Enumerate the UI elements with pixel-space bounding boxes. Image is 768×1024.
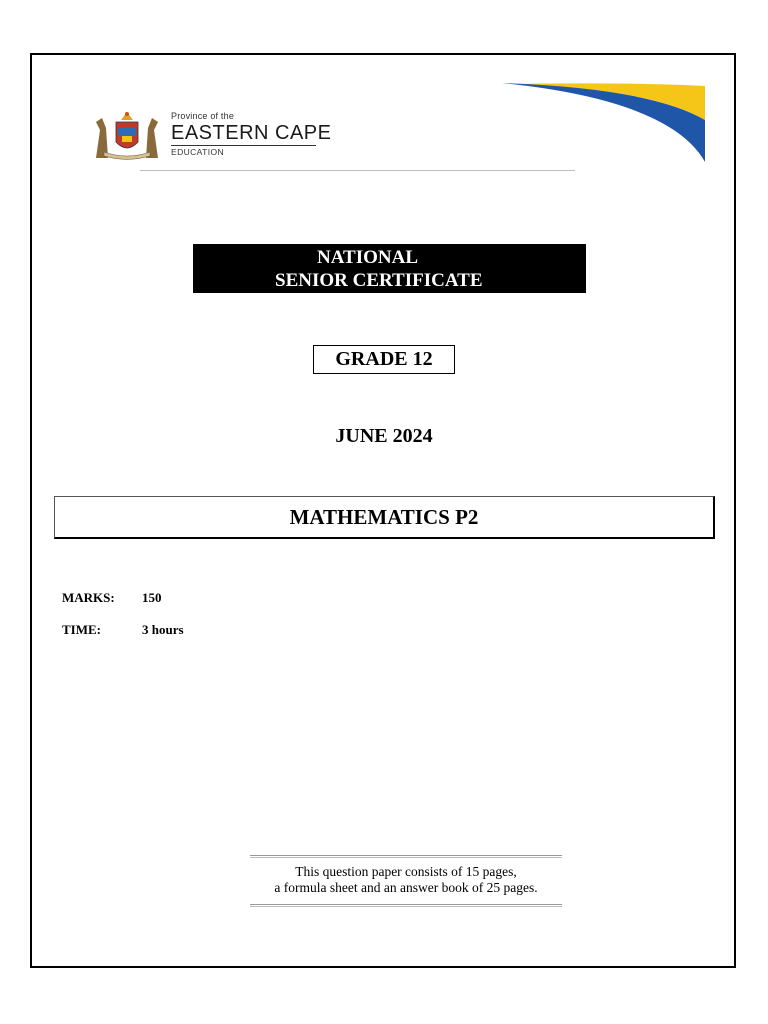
logo-underline <box>171 145 316 146</box>
certificate-line-national: NATIONAL <box>317 247 418 268</box>
marks-label: MARKS: <box>62 590 115 605</box>
footer-line-2: a formula sheet and an answer book of 25 pages. <box>274 880 538 895</box>
exam-date: JUNE 2024 <box>335 425 433 447</box>
marks-row <box>62 590 162 606</box>
time-row <box>62 622 184 638</box>
time-value: 3 hours <box>142 622 184 637</box>
subject-title: MATHEMATICS P2 <box>54 496 715 539</box>
footer-text <box>250 858 562 904</box>
grade-label: GRADE 12 <box>313 345 455 374</box>
logo-department: EDUCATION <box>171 147 225 157</box>
paper-info-footer <box>250 855 562 907</box>
logo-province-name: EASTERN CAPE <box>171 122 332 144</box>
footer-bottom-rule <box>250 904 562 907</box>
swoosh-graphic-icon <box>500 80 710 165</box>
certificate-banner <box>193 244 586 293</box>
footer-line-1: This question paper consists of 15 pages, <box>295 864 517 879</box>
coat-of-arms-icon <box>88 108 166 160</box>
header-divider <box>140 170 575 171</box>
time-label: TIME: <box>62 622 101 637</box>
certificate-line-senior: SENIOR CERTIFICATE <box>275 270 483 291</box>
marks-value: 150 <box>142 590 162 605</box>
eastern-cape-logo <box>171 112 331 157</box>
logo-province-of: Province of the <box>171 111 235 121</box>
